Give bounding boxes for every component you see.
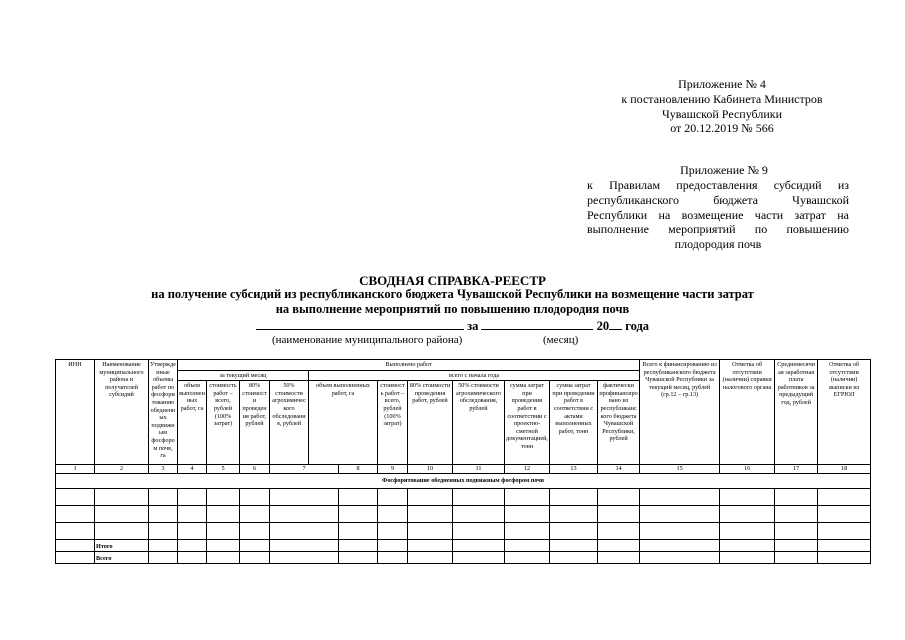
year-prefix: 20 [596, 319, 610, 333]
table-cell [505, 540, 550, 552]
table-cell [378, 506, 408, 523]
header-cm-50: 50% стоимости агрохимического обследования, рублей [270, 381, 309, 465]
header-current-month: за текущий месяц [178, 370, 309, 381]
table-cell [95, 489, 149, 506]
table-cell [339, 489, 378, 506]
table-cell [378, 540, 408, 552]
appendix-4-title: Приложение № 4 [678, 77, 766, 91]
table-cell [95, 506, 149, 523]
table-cell [56, 506, 95, 523]
header-total-financing: Всего к финансированию из республиканского бюджета Чувашской Республики за текущий месяц, рублей (гр.12 – гр.13) [640, 360, 720, 465]
table-cell [818, 552, 871, 564]
table-cell: Всего [95, 552, 149, 564]
itogo-row [56, 540, 871, 552]
district-blank [256, 318, 464, 330]
table-cell [178, 489, 207, 506]
table-cell [598, 489, 640, 506]
district-caption: (наименование муниципального района) [272, 334, 463, 346]
table-cell [818, 489, 871, 506]
column-numbers-row [56, 465, 871, 474]
table-cell [149, 489, 178, 506]
table-row [56, 523, 871, 540]
table-cell [240, 552, 270, 564]
table-cell [775, 540, 818, 552]
table-row [56, 506, 871, 523]
header-ys-cost: стоимость работ – всего, рублей (100% затрат) [378, 381, 408, 465]
col-num-8: 8 [339, 465, 378, 474]
table-cell [95, 523, 149, 540]
header-approved-area: Утвержденные объемы работ по фосфоритованию обедненных подвижным фосфором почв, га [149, 360, 178, 465]
table-cell [339, 506, 378, 523]
header-row-1 [56, 360, 871, 371]
table-cell [720, 540, 775, 552]
header-ys-50: 50% стоимости агрохимического обследования, рублей [453, 381, 505, 465]
col-num-1: 1 [56, 465, 95, 474]
table-row [56, 489, 871, 506]
table-cell [240, 506, 270, 523]
table-cell [453, 540, 505, 552]
document-subtitle-line-1: на получение субсидий из республиканского бюджета Чувашской Республики на возмещение части затрат [151, 287, 754, 301]
table-cell [640, 540, 720, 552]
table-cell [640, 489, 720, 506]
table-cell [550, 523, 598, 540]
table-cell [550, 540, 598, 552]
header-works-done: Выполнено работ [178, 360, 640, 371]
table-cell [720, 489, 775, 506]
appendix-4-block [596, 77, 848, 136]
table-cell [720, 523, 775, 540]
table-cell [207, 552, 240, 564]
col-num-11: 11 [453, 465, 505, 474]
table-cell [598, 552, 640, 564]
section-row [56, 474, 871, 489]
header-ys-sum-project: сумма затрат при проведении работ в соответствии с проектно-сметной документацией, тонн [505, 381, 550, 465]
table-cell [149, 540, 178, 552]
col-num-9: 9 [378, 465, 408, 474]
appendix-9-title: Приложение № 9 [680, 163, 768, 177]
col-num-10: 10 [408, 465, 453, 474]
table-cell [270, 552, 339, 564]
table-cell [339, 552, 378, 564]
table-cell [207, 540, 240, 552]
table-cell [505, 523, 550, 540]
appendix-4-date: от 20.12.2019 № 566 [670, 121, 774, 136]
table-cell [453, 489, 505, 506]
table-cell [270, 523, 339, 540]
col-num-16: 16 [720, 465, 775, 474]
year-blank [609, 318, 622, 330]
appendix-9-text: к Правилам предоставления субсидий из республиканского бюджета Чувашской Республики на возмещение части затрат на выполнение мероприятий по повышению плодородия почв [587, 178, 849, 252]
table-cell [818, 523, 871, 540]
header-cm-80: 80% стоимости проведения работ, рублей [240, 381, 270, 465]
table-cell [56, 552, 95, 564]
table-cell [56, 523, 95, 540]
table-cell [818, 540, 871, 552]
table-cell [178, 523, 207, 540]
appendix-4-republic: Чувашской Республики [661, 106, 783, 121]
table-cell [550, 506, 598, 523]
table-cell [775, 489, 818, 506]
table-cell [408, 540, 453, 552]
header-cm-volume: объем выполненных работ, га [178, 381, 207, 465]
header-tax-mark: Отметка об отсутствии (наличии) справки налогового органа [720, 360, 775, 465]
table-cell [598, 523, 640, 540]
table-cell [207, 489, 240, 506]
year-suffix: года [625, 319, 650, 333]
table-cell [207, 506, 240, 523]
table-cell [339, 523, 378, 540]
col-num-18: 18 [818, 465, 871, 474]
vsego-row [56, 552, 871, 564]
table-cell [270, 489, 339, 506]
period-line [0, 318, 905, 334]
header-ys-financed: фактически профинансировано из республиканского бюджета Чувашской Республики, рублей [598, 381, 640, 465]
table-cell [378, 489, 408, 506]
table-cell [56, 489, 95, 506]
col-num-4: 4 [178, 465, 207, 474]
table-cell [640, 506, 720, 523]
table-cell [550, 552, 598, 564]
table-cell [408, 552, 453, 564]
header-since-year-start: всего с начала года [309, 370, 640, 381]
table-cell [505, 489, 550, 506]
table-cell [598, 506, 640, 523]
col-num-15: 15 [640, 465, 720, 474]
table-cell [550, 489, 598, 506]
table-cell [240, 523, 270, 540]
month-blank [481, 318, 593, 330]
col-num-7: 7 [270, 465, 339, 474]
table-cell [240, 540, 270, 552]
table-cell [149, 552, 178, 564]
table-cell [505, 552, 550, 564]
header-egrul-mark: Отметка об отсутствии (наличии) выписки из ЕГРЮЛ [818, 360, 871, 465]
col-num-12: 12 [505, 465, 550, 474]
table-cell [775, 523, 818, 540]
table-cell [207, 523, 240, 540]
table-cell [720, 552, 775, 564]
period-za: за [467, 319, 479, 333]
header-inn: ИНН [56, 360, 95, 465]
table-cell [270, 540, 339, 552]
table-cell [56, 540, 95, 552]
header-ys-volume: объем выполненных работ, га [309, 381, 378, 465]
table-cell [720, 506, 775, 523]
registry-table [55, 359, 871, 564]
table-cell [598, 540, 640, 552]
table-cell [775, 552, 818, 564]
month-caption: (месяц) [543, 334, 579, 346]
header-name: Наименование муниципального района и получателей субсидий [95, 360, 149, 465]
table-cell [453, 506, 505, 523]
table-cell [453, 523, 505, 540]
table-cell [149, 506, 178, 523]
table-cell [339, 540, 378, 552]
table-cell [640, 552, 720, 564]
col-num-17: 17 [775, 465, 818, 474]
document-subtitle-line-2: на выполнение мероприятий по повышению плодородия почв [275, 302, 630, 316]
header-average-salary: Среднемесячная заработная плата работников за предыдущий год, рублей [775, 360, 818, 465]
table-cell [505, 506, 550, 523]
table-cell [149, 523, 178, 540]
table-cell [178, 506, 207, 523]
table-cell [640, 523, 720, 540]
table-cell [270, 506, 339, 523]
table-cell [775, 506, 818, 523]
col-num-14: 14 [598, 465, 640, 474]
header-ys-80: 80% стоимости проведения работ, рублей [408, 381, 453, 465]
table-cell [178, 540, 207, 552]
table-cell [818, 506, 871, 523]
header-ys-sum-acts: сумма затрат при проведении работ в соответствии с актами выполненных работ, тонн [550, 381, 598, 465]
appendix-4-resolution: к постановлению Кабинета Министров [621, 91, 823, 106]
table-cell [178, 552, 207, 564]
table-cell [453, 552, 505, 564]
col-num-2: 2 [95, 465, 149, 474]
table-cell [408, 489, 453, 506]
col-num-6: 6 [240, 465, 270, 474]
table-cell [408, 523, 453, 540]
table-cell: Итого [95, 540, 149, 552]
table-cell [378, 552, 408, 564]
table-cell [408, 506, 453, 523]
table-cell [240, 489, 270, 506]
document-title: СВОДНАЯ СПРАВКА-РЕЕСТР [359, 273, 546, 288]
section-title: Фосфоритование обедненных подвижным фосфором почв [56, 474, 871, 489]
col-num-13: 13 [550, 465, 598, 474]
col-num-3: 3 [149, 465, 178, 474]
col-num-5: 5 [207, 465, 240, 474]
table-cell [378, 523, 408, 540]
header-cm-cost: стоимость работ – всего, рублей (100% затрат) [207, 381, 240, 465]
